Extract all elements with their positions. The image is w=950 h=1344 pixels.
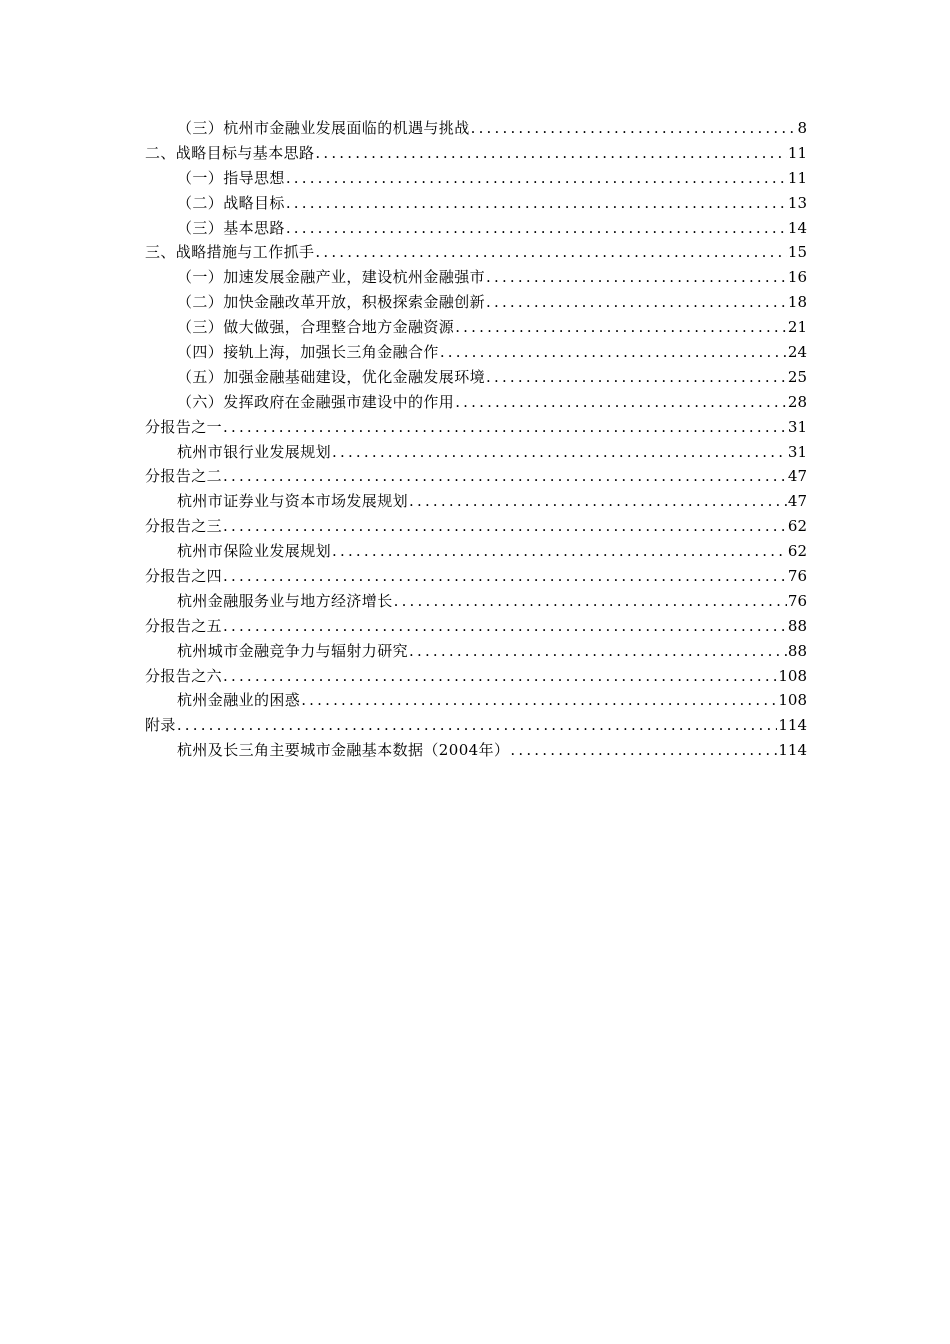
toc-dot-leader — [455, 315, 787, 340]
toc-entry[interactable] — [145, 464, 807, 489]
toc-entry[interactable] — [145, 589, 807, 614]
toc-dot-leader — [440, 340, 787, 365]
toc-entry-title: （三）基本思路 — [177, 218, 285, 237]
table-of-contents — [145, 116, 807, 763]
toc-entry-title: （一）指导思想 — [177, 168, 285, 187]
toc-entry-title: 分报告之四 — [145, 567, 223, 586]
toc-entry[interactable] — [145, 614, 807, 639]
toc-entry[interactable] — [145, 216, 807, 241]
toc-dot-leader — [286, 216, 787, 241]
toc-dot-leader — [286, 191, 787, 216]
toc-entry-title: 杭州市保险业发展规划 — [177, 542, 332, 561]
toc-dot-leader — [223, 564, 787, 589]
toc-entry-page-number: 31 — [787, 417, 807, 436]
toc-dot-leader — [332, 539, 787, 564]
toc-dot-leader — [315, 240, 787, 265]
toc-entry-page-number: 13 — [787, 193, 807, 212]
toc-entry[interactable] — [145, 315, 807, 340]
toc-entry-page-number: 16 — [787, 268, 807, 287]
toc-entry-title: 分报告之六 — [145, 666, 223, 685]
toc-dot-leader — [223, 614, 787, 639]
toc-entry-page-number: 15 — [787, 243, 807, 262]
toc-entry-page-number: 11 — [787, 143, 807, 162]
toc-dot-leader — [332, 440, 787, 465]
toc-entry[interactable] — [145, 191, 807, 216]
toc-entry[interactable] — [145, 664, 807, 689]
toc-dot-leader — [286, 166, 787, 191]
toc-entry-page-number: 47 — [787, 467, 807, 486]
toc-entry[interactable] — [145, 514, 807, 539]
toc-entry[interactable] — [145, 564, 807, 589]
toc-entry-title: （二）战略目标 — [177, 193, 285, 212]
toc-entry-page-number: 108 — [778, 666, 807, 685]
toc-entry-page-number: 108 — [778, 691, 807, 710]
toc-entry[interactable] — [145, 365, 807, 390]
toc-dot-leader — [177, 713, 778, 738]
toc-dot-leader — [409, 489, 787, 514]
toc-dot-leader — [486, 365, 787, 390]
toc-entry-title: （三）杭州市金融业发展面临的机遇与挑战 — [177, 118, 470, 137]
toc-entry-page-number: 76 — [787, 591, 807, 610]
toc-entry[interactable] — [145, 489, 807, 514]
toc-entry-title: （五）加强金融基础建设，优化金融发展环境 — [177, 367, 486, 386]
toc-entry-page-number: 25 — [787, 367, 807, 386]
toc-entry-title: 二、战略目标与基本思路 — [145, 143, 315, 162]
toc-entry-title: 杭州及长三角主要城市金融基本数据（2004年） — [177, 741, 510, 760]
toc-entry[interactable] — [145, 440, 807, 465]
toc-entry[interactable] — [145, 738, 807, 763]
toc-entry-page-number: 14 — [787, 218, 807, 237]
toc-entry-title: 杭州金融服务业与地方经济增长 — [177, 591, 393, 610]
toc-entry[interactable] — [145, 639, 807, 664]
toc-dot-leader — [510, 738, 777, 763]
toc-dot-leader — [301, 688, 777, 713]
toc-entry-page-number: 76 — [787, 567, 807, 586]
toc-entry-page-number: 18 — [787, 293, 807, 312]
toc-entry-page-number: 62 — [787, 517, 807, 536]
toc-entry-page-number: 21 — [787, 318, 807, 337]
toc-dot-leader — [223, 415, 787, 440]
toc-entry-title: （二）加快金融改革开放，积极探索金融创新 — [177, 293, 486, 312]
toc-entry-title: （四）接轨上海，加强长三角金融合作 — [177, 343, 439, 361]
toc-entry-page-number: 88 — [787, 616, 807, 635]
toc-entry[interactable] — [145, 713, 807, 738]
toc-entry-title: （一）加速发展金融产业，建设杭州金融强市 — [177, 268, 486, 287]
toc-dot-leader — [471, 116, 797, 141]
toc-dot-leader — [223, 514, 787, 539]
toc-entry[interactable] — [145, 340, 807, 365]
toc-entry-page-number: 114 — [778, 741, 807, 760]
toc-dot-leader — [394, 589, 787, 614]
toc-entry-page-number: 88 — [787, 641, 807, 660]
toc-entry[interactable] — [145, 265, 807, 290]
toc-entry[interactable] — [145, 116, 807, 141]
toc-entry-page-number: 8 — [797, 118, 807, 137]
toc-entry-title: （六）发挥政府在金融强市建设中的作用 — [177, 392, 455, 411]
toc-entry[interactable] — [145, 390, 807, 415]
toc-entry[interactable] — [145, 290, 807, 315]
toc-dot-leader — [315, 141, 787, 166]
toc-dot-leader — [455, 390, 787, 415]
toc-entry-title: 杭州城市金融竞争力与辐射力研究 — [177, 641, 409, 660]
toc-dot-leader — [223, 664, 777, 689]
toc-dot-leader — [486, 290, 787, 315]
toc-entry[interactable] — [145, 415, 807, 440]
toc-entry[interactable] — [145, 688, 807, 713]
toc-entry[interactable] — [145, 141, 807, 166]
toc-entry-title: 分报告之二 — [145, 467, 223, 486]
toc-dot-leader — [486, 265, 787, 290]
toc-entry-page-number: 28 — [787, 392, 807, 411]
toc-entry-title: 附录 — [145, 716, 176, 735]
toc-entry-title: 杭州市证券业与资本市场发展规划 — [177, 492, 409, 511]
toc-entry-title: 三、战略措施与工作抓手 — [145, 243, 315, 262]
toc-dot-leader — [223, 464, 787, 489]
toc-entry-page-number: 114 — [778, 716, 807, 735]
toc-entry-page-number: 31 — [787, 442, 807, 461]
toc-entry-page-number: 62 — [787, 542, 807, 561]
toc-entry-title: 分报告之一 — [145, 417, 223, 436]
toc-entry-page-number: 24 — [787, 343, 807, 361]
toc-entry[interactable] — [145, 240, 807, 265]
toc-entry-title: 分报告之五 — [145, 616, 223, 635]
toc-entry-title: （三）做大做强，合理整合地方金融资源 — [177, 318, 455, 337]
toc-entry[interactable] — [145, 539, 807, 564]
toc-dot-leader — [409, 639, 787, 664]
toc-entry-title: 分报告之三 — [145, 517, 223, 536]
toc-entry[interactable] — [145, 166, 807, 191]
toc-entry-title: 杭州市银行业发展规划 — [177, 442, 332, 461]
toc-entry-page-number: 47 — [787, 492, 807, 511]
toc-entry-title: 杭州金融业的困惑 — [177, 691, 301, 710]
toc-entry-page-number: 11 — [787, 168, 807, 187]
